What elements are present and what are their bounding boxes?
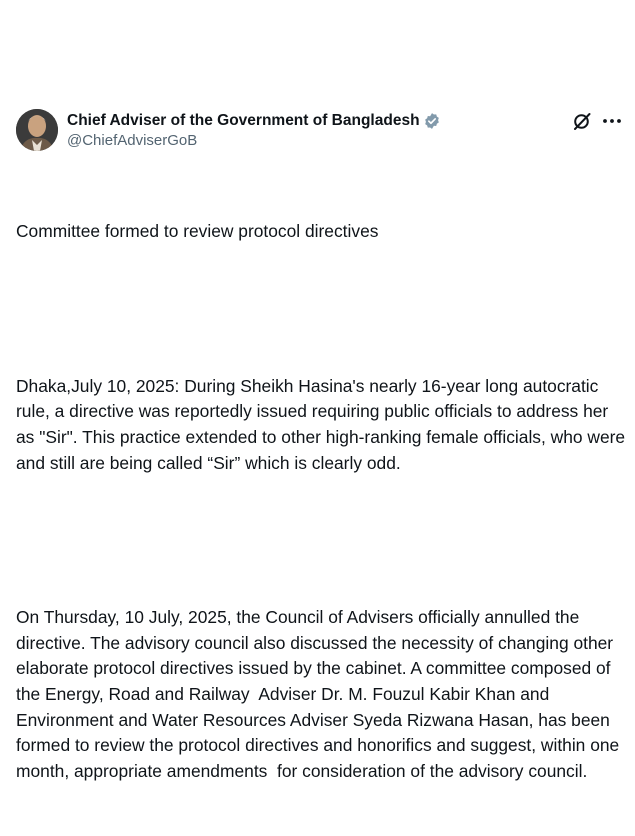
paragraph-spacer: [16, 528, 628, 554]
grok-icon[interactable]: [572, 111, 592, 131]
tweet-paragraph: Dhaka,July 10, 2025: During Sheikh Hasina's nearly 16-year long autocratic rule, a directive was reportedly issued requiring public officials to address her as "Sir". This practice extended to other high-ranking female officials, who were and still are being called “Sir” which is clearly odd.: [16, 375, 630, 473]
tweet-text: [16, 168, 628, 836]
avatar-image: [16, 109, 58, 151]
name-row: [67, 111, 441, 131]
author-display-name[interactable]: Chief Adviser of the Government of Bangladesh: [67, 112, 420, 129]
tweet-headline: Committee formed to review protocol directives: [16, 221, 379, 242]
avatar[interactable]: [16, 109, 58, 151]
paragraph-spacer: [16, 297, 628, 323]
author-identity: [67, 111, 441, 149]
author-handle[interactable]: @ChiefAdviserGoB: [67, 132, 198, 149]
tweet-header: [16, 109, 626, 155]
tweet-paragraph: On Thursday, 10 July, 2025, the Council of Advisers officially annulled the directive. The advisory council also discussed the necessity of changing other elaborate protocol directives issued by the cabinet. A committee composed of the Energy, Road and Railway Adviser Dr. M. Fouzul Kabir Khan and Environment and Water Resources Adviser Syeda Rizwana Hasan, has been formed to review the protocol directives and honorifics and suggest, within one month, appropriate amendments for consideration of the advisory council.: [16, 606, 625, 782]
more-options-icon[interactable]: [601, 111, 623, 131]
verified-badge-icon: [423, 112, 441, 130]
